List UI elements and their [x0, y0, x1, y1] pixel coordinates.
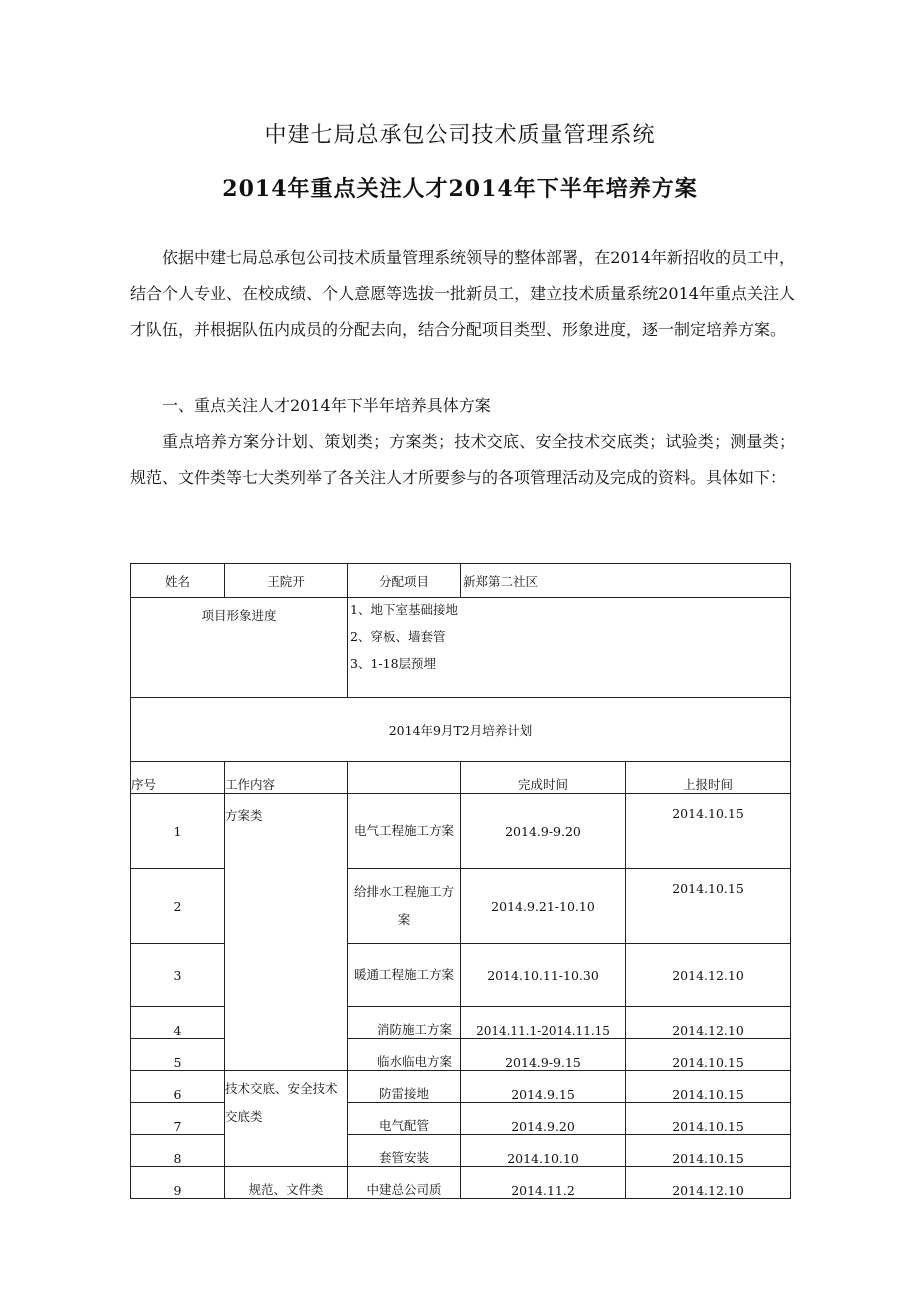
- progress-item: 2、穿板、墙套管: [350, 629, 446, 644]
- row-finish: 2014.9.15: [461, 1071, 626, 1103]
- training-plan-table: [130, 563, 791, 1199]
- project-label: 分配项目: [348, 564, 461, 598]
- row-finish: 2014.10.10: [461, 1135, 626, 1167]
- document-subtitle: 2014年重点关注人才2014年下半年培养方案: [222, 176, 698, 202]
- row-item: 消防施工方案: [348, 1007, 461, 1039]
- progress-label: 项目形象进度: [131, 598, 348, 698]
- row-item: 给排水工程施工方案: [348, 869, 461, 944]
- row-item: 中建总公司质: [348, 1167, 461, 1199]
- row-seq: 7: [131, 1103, 225, 1135]
- row-item: 套管安装: [348, 1135, 461, 1167]
- row-finish: 2014.9-9.15: [461, 1039, 626, 1071]
- row-finish: 2014.9.21-10.10: [461, 869, 626, 944]
- row-report: 2014.12.10: [626, 1007, 791, 1039]
- row-seq: 1: [131, 794, 225, 869]
- table-row: [131, 564, 791, 598]
- row-finish: 2014.11.2: [461, 1167, 626, 1199]
- row-item: 临水临电方案: [348, 1039, 461, 1071]
- row-seq: 8: [131, 1135, 225, 1167]
- name-label: 姓名: [131, 564, 225, 598]
- row-seq: 2: [131, 869, 225, 944]
- row-finish: 2014.9-9.20: [461, 794, 626, 869]
- progress-items: [348, 598, 791, 698]
- row-finish: 2014.11.1-2014.11.15: [461, 1007, 626, 1039]
- row-report: 2014.12.10: [626, 944, 791, 1007]
- table-row: [131, 1167, 791, 1199]
- table-row: [131, 598, 791, 698]
- row-finish: 2014.9.20: [461, 1103, 626, 1135]
- row-seq: 9: [131, 1167, 225, 1199]
- row-report: 2014.10.15: [626, 1103, 791, 1135]
- row-report: 2014.12.10: [626, 1167, 791, 1199]
- row-report: 2014.10.15: [626, 1135, 791, 1167]
- row-report: 2014.10.15: [626, 869, 791, 944]
- row-seq: 3: [131, 944, 225, 1007]
- col-blank: [348, 762, 461, 794]
- row-report: 2014.10.15: [626, 1039, 791, 1071]
- table-row: [131, 1071, 791, 1103]
- category-norms: 规范、文件类: [225, 1167, 348, 1199]
- row-seq: 6: [131, 1071, 225, 1103]
- category-disclosure: 技术交底、安全技术交底类: [225, 1071, 348, 1167]
- col-content: 工作内容: [225, 762, 348, 794]
- progress-item: 1、地下室基础接地: [350, 602, 458, 617]
- row-seq: 5: [131, 1039, 225, 1071]
- row-report: 2014.10.15: [626, 794, 791, 869]
- project-value: 新郑第二社区: [461, 564, 791, 598]
- category-plan: 方案类: [225, 794, 348, 1071]
- row-item: 电气工程施工方案: [348, 794, 461, 869]
- section-heading: 一、重点关注人才2014年下半年培养具体方案: [162, 396, 491, 415]
- intro-paragraph: 依据中建七局总承包公司技术质量管理系统领导的整体部署，在2014年新招收的员工中，结合个人专业、在校成绩、个人意愿等选拔一批新员工，建立技术质量系统2014年重点关注人才队伍，并根据队伍内成员的分配去向，结合分配项目类型、形象进度，逐一制定培养方案。: [130, 248, 795, 339]
- document-title: 中建七局总承包公司技术质量管理系统: [264, 123, 656, 148]
- table-row: [131, 794, 791, 869]
- row-item: 暖通工程施工方案: [348, 944, 461, 1007]
- col-finish: 完成时间: [461, 762, 626, 794]
- section-paragraph: 重点培养方案分计划、策划类；方案类；技术交底、安全技术交底类；试验类；测量类；规范、文件类等七大类列举了各关注人才所要参与的各项管理活动及完成的资料。具体如下：: [130, 432, 795, 487]
- progress-item: 3、1-18层预埋: [350, 656, 437, 671]
- table-row: [131, 698, 791, 762]
- table-header-row: [131, 762, 791, 794]
- plan-title: 2014年9月T2月培养计划: [131, 698, 791, 762]
- row-report: 2014.10.15: [626, 1071, 791, 1103]
- name-value: 王院开: [225, 564, 348, 598]
- col-seq: 序号: [131, 762, 225, 794]
- row-item: 电气配管: [348, 1103, 461, 1135]
- row-item: 防雷接地: [348, 1071, 461, 1103]
- row-finish: 2014.10.11-10.30: [461, 944, 626, 1007]
- row-seq: 4: [131, 1007, 225, 1039]
- col-report: 上报时间: [626, 762, 791, 794]
